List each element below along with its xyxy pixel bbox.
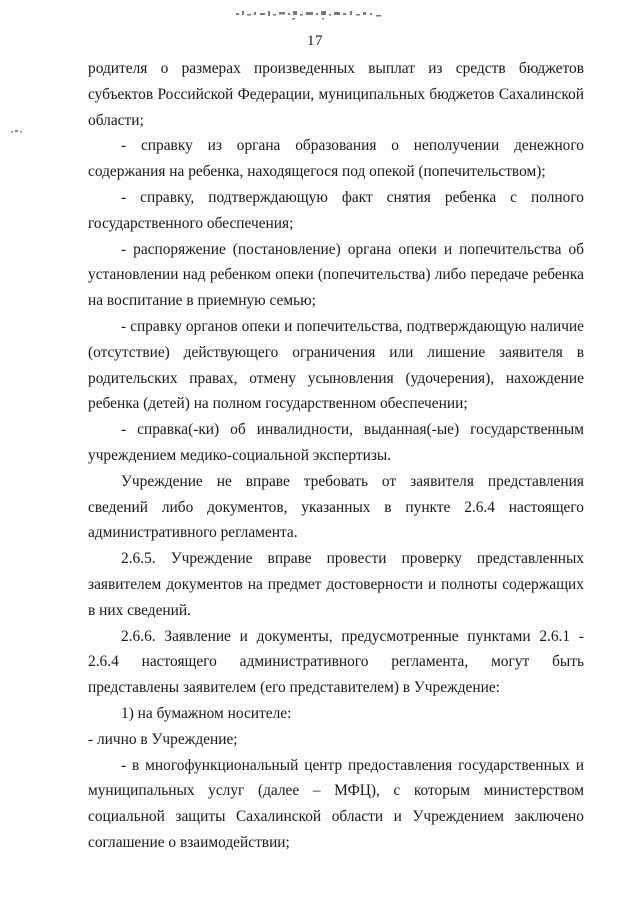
list-item-paper-medium: 1) на бумажном носителе:: [121, 704, 292, 722]
list-item-mfc: - в многофункциональный центр предоставления государственных и муниципальных услуг (далее – МФЦ), с которым министерством социальной защиты Сахалинской области и Учреждением заключено соглашение о взаимодействии;: [88, 756, 584, 851]
paragraph-no-request-rule: Учреждение не вправе требовать от заявителя представления сведений либо документов, указанных в пункте 2.6.4 настоящего административного регламента.: [88, 472, 584, 542]
page-number: 17: [307, 33, 323, 49]
paragraph-clause-2-6-5: 2.6.5. Учреждение вправе провести проверку представленных заявителем документов на предмет достоверности и полноты содержащих в них сведений.: [88, 550, 584, 619]
paragraph-clause-2-6-6: 2.6.6. Заявление и документы, предусмотренные пунктами 2.6.1 - 2.6.4 настоящего административного регламента, могут быть представлены заявителем (его представителем) в Учреждение:: [88, 627, 584, 697]
scan-artifact-margin: [10, 128, 24, 134]
paragraph-guardianship-order: - распоряжение (постановление) органа опеки и попечительства об установлении над ребенком опеки (попечительства) либо передаче ребенка на воспитание в приемную семью;: [88, 240, 584, 310]
list-item-in-person: - лично в Учреждение;: [88, 730, 238, 748]
scan-artifact-top: [232, 6, 392, 22]
paragraph-payments-continuation: родителя о размерах произведенных выплат из средств бюджетов субъектов Российской Федерации, муниципальных бюджетов Сахалинской области;: [88, 60, 584, 129]
document-body: [88, 56, 584, 856]
paragraph-parental-rights-certificate: - справку органов опеки и попечительства, подтверждающую наличие (отсутствие) действующего ограничения или лишение заявителя в родительских правах, отмену усыновления (удочерения), нахождение ребенка (детей) на полном государственном обеспечении;: [88, 317, 584, 413]
paragraph-state-support-removal-certificate: - справку, подтверждающую факт снятия ребенка с полного государственного обеспечения;: [88, 188, 584, 232]
paragraph-disability-certificate: - справка(-ки) об инвалидности, выданная(-ые) государственным учреждением медико-социальной экспертизы.: [88, 421, 584, 464]
paragraph-guardianship-allowance-certificate: - справку из органа образования о неполучении денежного содержания на ребенка, находящегося под опекой (попечительством);: [88, 137, 584, 181]
